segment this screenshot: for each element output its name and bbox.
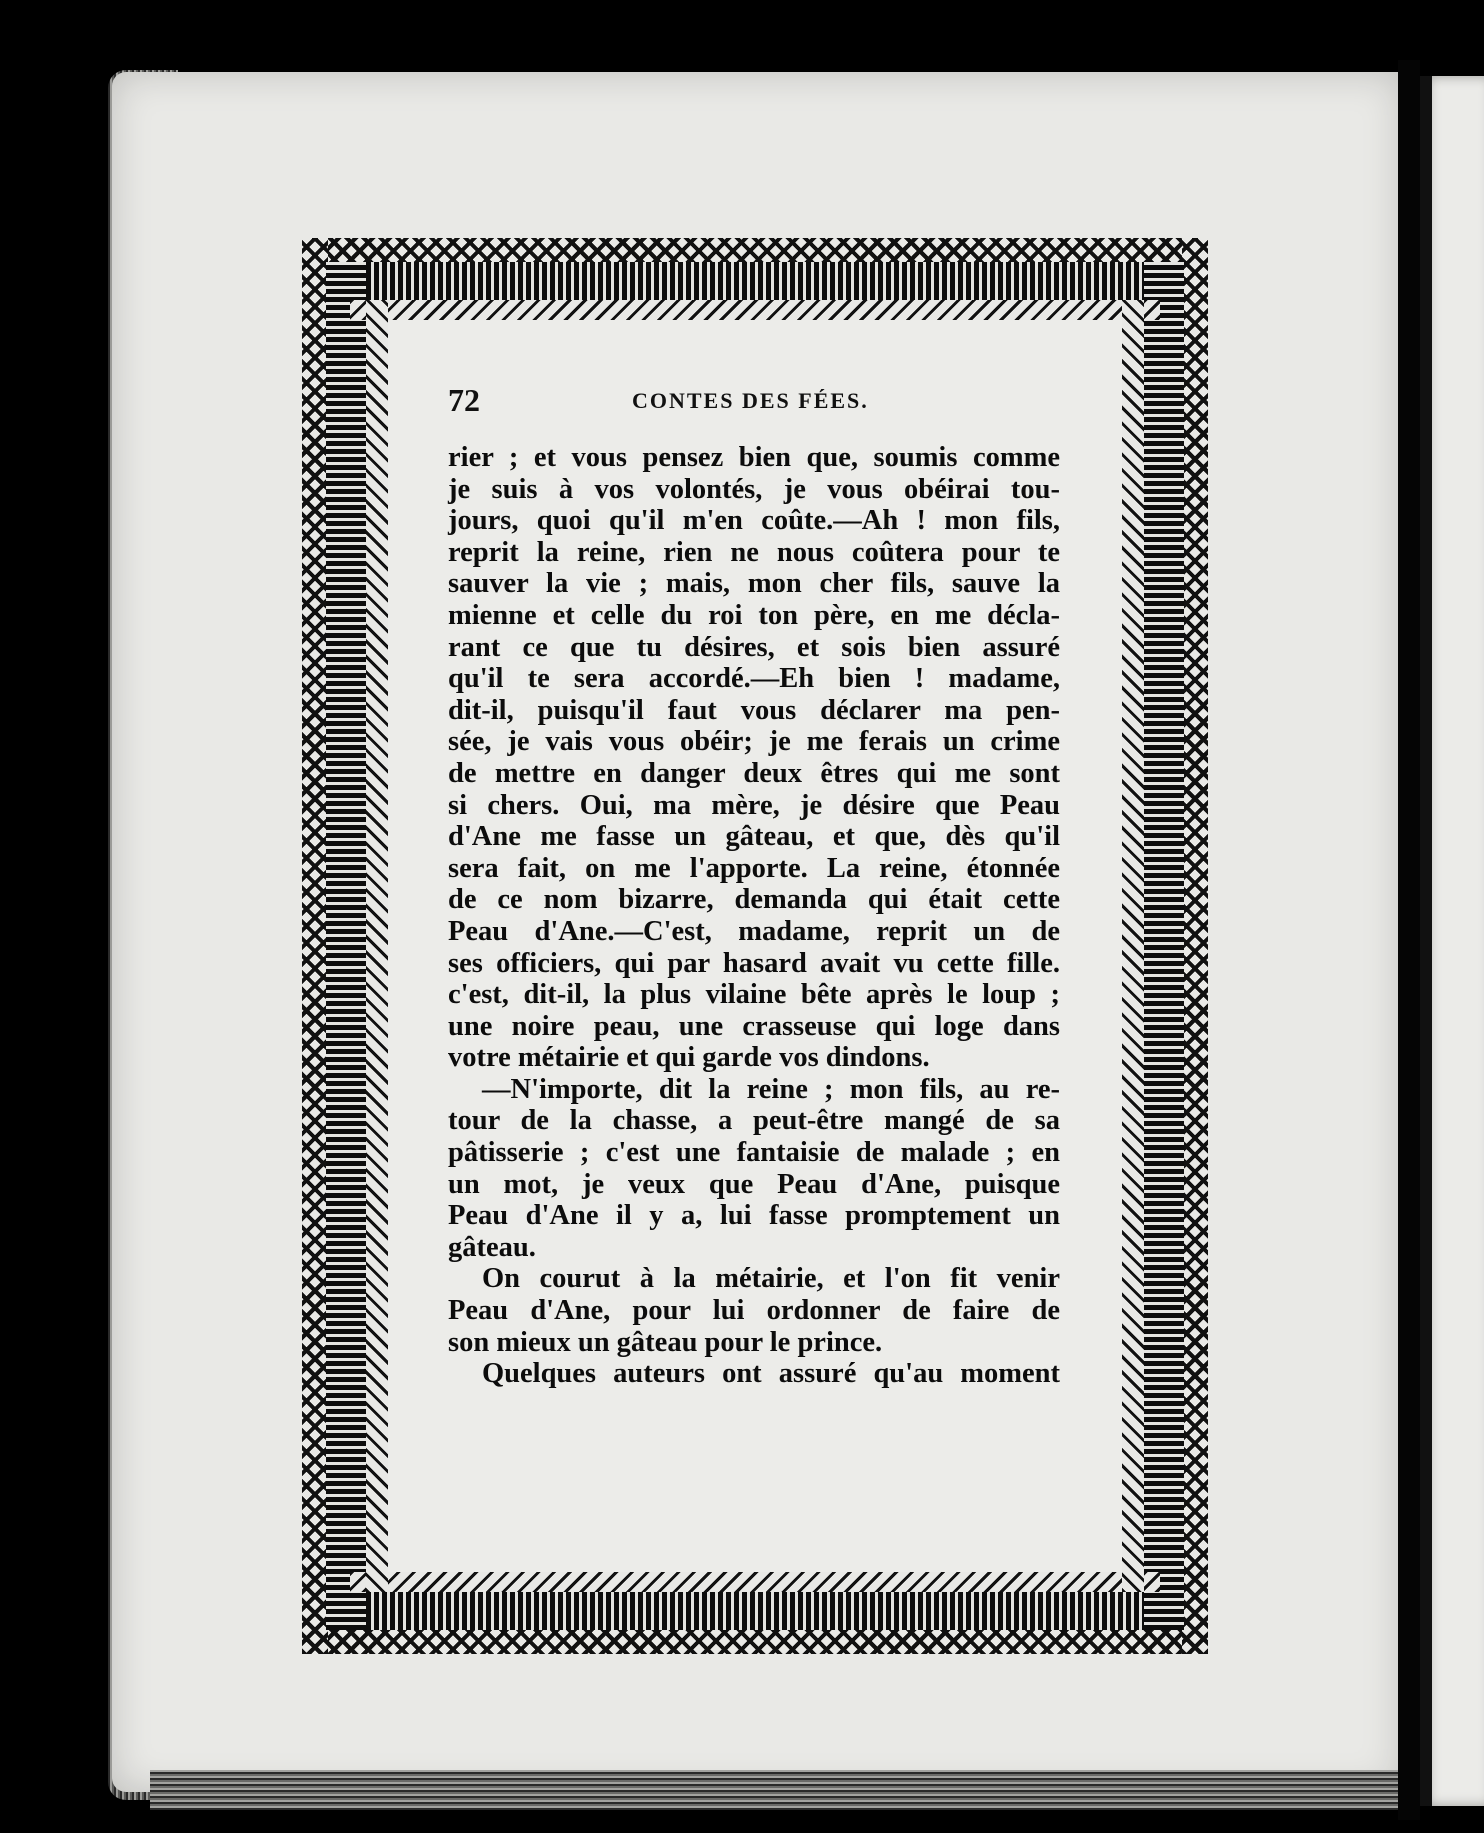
text-line: Peau d'Ane, pour lui ordonner de faire de: [448, 1295, 1060, 1327]
frame-border-right-inner: [1122, 300, 1144, 1592]
text-line: c'est, dit-il, la plus vilaine bête après le loup ;: [448, 979, 1060, 1011]
text-line: jours, quoi qu'il m'en coûte.—Ah ! mon fils,: [448, 505, 1060, 537]
text-line: sée, je vais vous obéir; je me ferais un crime: [448, 726, 1060, 758]
frame-border-left-bars: [326, 262, 366, 1630]
text-line: —N'importe, dit la reine ; mon fils, au re-: [482, 1073, 1060, 1105]
page-number: 72: [448, 382, 480, 418]
text-line: rant ce que tu désires, et sois bien assuré: [448, 631, 1060, 663]
paragraph-2: [448, 1074, 1060, 1264]
text-line: Peau d'Ane.—C'est, madame, reprit un de: [448, 915, 1060, 947]
text-line: d'Ane me fasse un gâteau, et que, dès qu'il: [448, 821, 1060, 853]
facing-page-shadow: [1420, 76, 1432, 1806]
text-line: votre métairie et qui garde vos dindons.: [448, 1042, 930, 1074]
paragraph-3: [448, 1263, 1060, 1358]
text-line: On courut à la métairie, et l'on fit venir: [482, 1263, 1060, 1295]
text-line: de mettre en danger deux êtres qui me sont: [448, 757, 1060, 789]
book-gutter: [1398, 60, 1420, 1820]
text-line: mienne et celle du roi ton père, en me décla-: [448, 599, 1060, 631]
page-edges-bottom: [150, 1770, 1400, 1810]
frame-border-bottom-inner: [350, 1572, 1160, 1592]
text-line: si chers. Oui, ma mère, je désire que Peau: [448, 789, 1060, 821]
text-line: qu'il te sera accordé.—Eh bien ! madame,: [448, 663, 1060, 695]
frame-border-top-bars: [326, 262, 1184, 302]
text-line: gâteau.: [448, 1231, 536, 1263]
frame-border-left-outer: [302, 238, 328, 1654]
text-line: Quelques auteurs ont assuré qu'au moment: [482, 1358, 1060, 1390]
paragraph-1: [448, 442, 1060, 1074]
paragraph-4: [448, 1358, 1060, 1390]
text-line: sera fait, on me l'apporte. La reine, étonnée: [448, 852, 1060, 884]
text-line: dit-il, puisqu'il faut vous déclarer ma pen-: [448, 694, 1060, 726]
text-line: tour de la chasse, a peut-être mangé de sa: [448, 1105, 1060, 1137]
frame-border-bottom-bars: [326, 1590, 1184, 1630]
text-line: reprit la reine, rien ne nous coûtera pour te: [448, 536, 1060, 568]
frame-border-top-outer: [302, 238, 1208, 264]
text-line: je suis à vos volontés, je vous obéirai tou-: [448, 473, 1060, 505]
body-text: [448, 442, 1060, 1390]
running-title: CONTES DES FÉES.: [632, 388, 869, 413]
frame-border-right-outer: [1182, 238, 1208, 1654]
text-line: ses officiers, qui par hasard avait vu cette fille.: [448, 947, 1060, 979]
text-line: Peau d'Ane il y a, lui fasse promptement un: [448, 1200, 1060, 1232]
text-line: une noire peau, une crasseuse qui loge dans: [448, 1010, 1060, 1042]
text-line: pâtisserie ; c'est une fantaisie de malade ; en: [448, 1137, 1060, 1169]
text-line: son mieux un gâteau pour le prince.: [448, 1326, 883, 1358]
frame-border-right-bars: [1144, 262, 1184, 1630]
running-head: [448, 382, 1078, 422]
frame-border-bottom-outer: [302, 1628, 1208, 1654]
text-line: rier ; et vous pensez bien que, soumis comme: [448, 442, 1060, 473]
frame-border-left-inner: [366, 300, 388, 1592]
text-line: de ce nom bizarre, demanda qui était cette: [448, 884, 1060, 916]
frame-border-top-inner: [350, 300, 1160, 320]
text-line: un mot, je veux que Peau d'Ane, puisque: [448, 1168, 1060, 1200]
text-line: sauver la vie ; mais, mon cher fils, sauve la: [448, 568, 1060, 600]
